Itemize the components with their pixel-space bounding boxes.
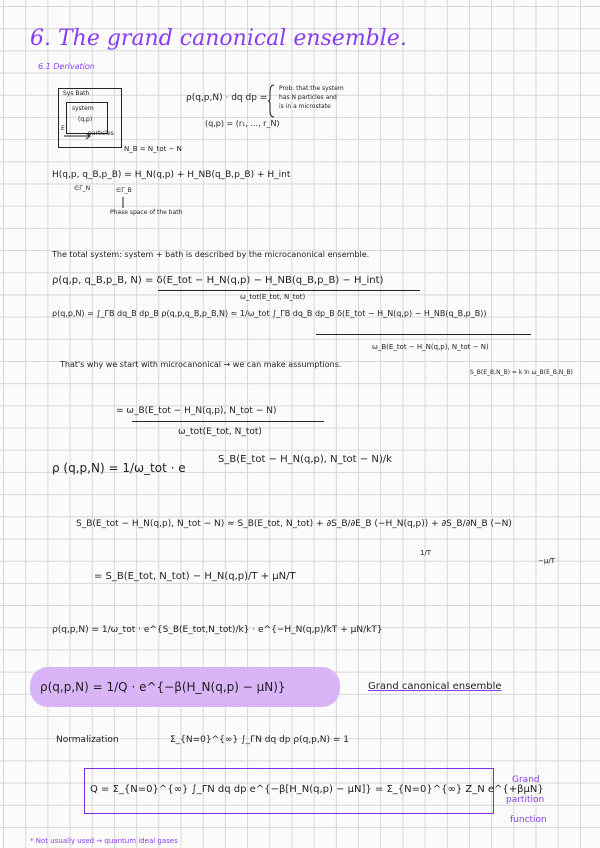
microstate-equation: (q,p) = (r₁, ..., r_N) [205, 119, 280, 128]
normalization-equation: Σ_{N=0}^{∞} ∫_ΓN dq dp ρ(q,p,N) = 1 [170, 735, 349, 745]
phase-space-bath-label: Phase space of the bath [110, 209, 183, 216]
particles-label: particles [88, 130, 114, 137]
gamma-b-label: ∈Γ_B [116, 187, 132, 194]
section-title: 6. The grand canonical ensemble. [30, 26, 407, 51]
rho-def-line-3: is in a microstate [279, 103, 331, 110]
taylor-under-mu: −μ/T [538, 557, 555, 565]
rho-full-fraction-bar [158, 290, 420, 291]
brace-icon [268, 84, 276, 118]
gamma-n-label: ∈Γ_N [74, 185, 91, 192]
phase-space-arrow-icon [118, 196, 128, 210]
partition-label-3: function [510, 815, 547, 825]
system-vars: (q,p) [78, 116, 93, 123]
entropy-definition: S_B(E_B,N_B) = k ln ω_B(E_B,N_B) [470, 369, 573, 376]
partition-label-2: partition [506, 795, 545, 805]
taylor-under-temp: 1/T [420, 549, 432, 557]
underbrace-line [316, 334, 531, 335]
ratio-fraction-bar [132, 421, 324, 422]
rho-exponential-power: S_B(E_tot − H_N(q,p), N_tot − N)/k [218, 454, 392, 465]
normalization-label: Normalization [56, 735, 119, 745]
rho-full-denominator: ω_tot(E_tot, N_tot) [240, 293, 306, 301]
nb-equation: N_B = N_tot − N [124, 145, 182, 153]
ratio-denominator: ω_tot(E_tot, N_tot) [178, 427, 262, 437]
rho-marginal-equation: ρ(q,p,N) = ∫_ΓB dq_B dp_B ρ(q,p,q_B,p_B,N) ≈ 1/ω_tot ∫_ΓB dq_B dp_B δ(E_tot − H_N(q,p) − H_NB(q_B,p_B)) [52, 309, 487, 318]
rho-marginal-under: ω_B(E_tot − H_N(q,p), N_tot − N) [372, 343, 489, 351]
energy-label: E [61, 125, 65, 132]
taylor-result: = S_B(E_tot, N_tot) − H_N(q,p)/T + μN/T [94, 571, 296, 582]
thats-why-text: That's why we start with microcanonical → we can make assumptions. [60, 360, 342, 369]
exchange-arrows [61, 125, 122, 144]
subsection-title: 6.1 Derivation [38, 62, 95, 71]
rho-def-line-1: Prob. that the system [279, 85, 344, 92]
grand-canonical-equation: ρ(q,p,N) = 1/Q · e^{−β(H_N(q,p) − μN)} [40, 680, 286, 694]
ratio-numerator: = ω_B(E_tot − H_N(q,p), N_tot − N) [116, 406, 277, 416]
rho-definition-lhs: ρ(q,p,N) · dq dp = [186, 93, 268, 103]
partition-function-equation: Q = Σ_{N=0}^{∞} ∫_ΓN dq dp e^{−β[H_N(q,p) − μN]} = Σ_{N=0}^{∞} Z_N e^{+βμN} [90, 784, 544, 795]
total-system-text: The total system: system + bath is described by the microcanonical ensemble. [52, 250, 370, 259]
taylor-expansion: S_B(E_tot − H_N(q,p), N_tot − N) ≈ S_B(E_tot, N_tot) + ∂S_B/∂E_B (−H_N(q,p)) + ∂S_B/∂N_B (−N) [76, 519, 512, 529]
rho-exponential-lhs: ρ (q,p,N) = 1/ω_tot · e [52, 461, 186, 475]
partition-label-1: Grand [512, 775, 540, 785]
rho-exponential-full: ρ(q,p,N) = 1/ω_tot · e^{S_B(E_tot,N_tot)/k} · e^{−H_N(q,p)/kT + μN/kT} [52, 625, 383, 635]
rho-def-line-2: has N particles and [279, 94, 337, 101]
footnote: * Not usually used → quantum ideal gases [30, 837, 178, 845]
sys-bath-label: Sys Bath [63, 90, 90, 97]
rho-full-numerator: ρ(q,p, q_B,p_B, N) = δ(E_tot − H_N(q,p) − H_NB(q_B,p_B) − H_int) [52, 275, 384, 286]
hamiltonian-equation: H(q,p, q_B,p_B) = H_N(q,p) + H_NB(q_B,p_B) + H_int [52, 170, 291, 180]
system-label: system [72, 105, 94, 112]
grand-canonical-label: Grand canonical ensemble [368, 681, 502, 692]
